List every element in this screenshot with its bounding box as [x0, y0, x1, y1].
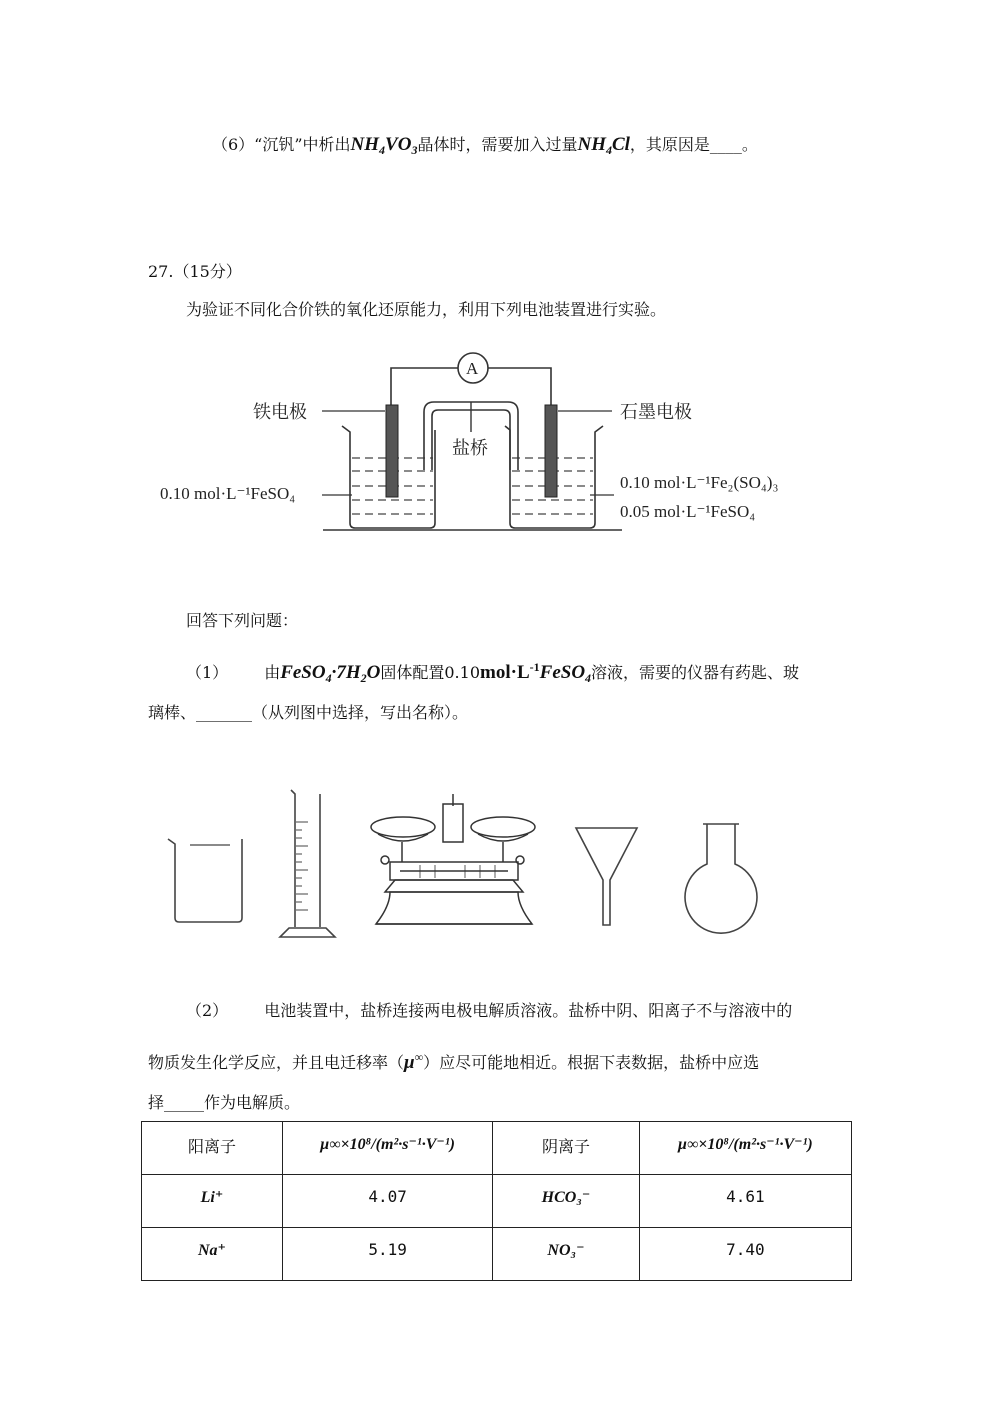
sub2-line3: 择_____作为电解质。: [148, 1093, 301, 1112]
unit-mol-per-l: $mol\cdot L^{-1}$: [480, 660, 540, 683]
right-solution-label-2: 0.05 mol·L⁻¹FeSO₄: [620, 502, 756, 521]
graduated-cylinder-icon: [280, 790, 335, 937]
q6-middle: 晶体时，需要加入过量: [417, 135, 578, 154]
answer-prompt: 回答下列问题：: [186, 611, 299, 630]
anion-value-cell: 7.40: [639, 1228, 851, 1281]
header-anion: 阴离子: [493, 1122, 639, 1175]
cation-cell: Li⁺: [142, 1175, 283, 1228]
apparatus-row: [0, 782, 993, 942]
cation-value-cell: 5.19: [282, 1228, 492, 1281]
cation-cell: Na⁺: [142, 1228, 283, 1281]
table-header-row: [142, 1122, 852, 1175]
round-flask-icon: [685, 824, 757, 933]
anion-cell: NO₃⁻: [493, 1228, 639, 1281]
sub1-line1: （1） 由$FeSO_4\cdot 7H_2O$固体配置$0.10mol\cdot L^{-1}FeSO_4$溶液，需要的仪器有药匙、玻: [186, 660, 800, 685]
sub1-number: （1）: [186, 663, 229, 682]
q27-number: 27.（15分）: [148, 262, 242, 281]
formula-nh4cl: $NH_4Cl$: [577, 134, 630, 157]
sub2-line2: 物质发生化学反应，并且电迁移率（μ∞）应尽可能地相近。根据下表数据，盐桥中应选: [148, 1050, 760, 1073]
q6-line: [212, 135, 758, 160]
formula-feso4: FeSO$_4$: [539, 662, 592, 685]
mu-symbol: μ∞: [404, 1050, 424, 1073]
funnel-icon: [576, 828, 637, 925]
sub2-line1: （2） 电池装置中，盐桥连接两电极电解质溶液。盐桥中阴、阳离子不与溶液中的: [186, 1001, 793, 1020]
balance-icon: [371, 794, 535, 924]
anion-value-cell: 4.61: [639, 1175, 851, 1228]
salt-bridge-label: 盐桥: [452, 438, 488, 459]
graphite-electrode: [545, 405, 557, 497]
q6-prefix: （6）“沉钒”中析出: [212, 135, 351, 154]
cation-value-cell: 4.07: [282, 1175, 492, 1228]
mobility-table: [141, 1121, 852, 1281]
cell-diagram: [0, 340, 993, 540]
beaker-icon: [168, 839, 242, 922]
sub2-number: （2）: [186, 1001, 229, 1020]
header-cation-unit: μ∞×10⁸/(m²·s⁻¹·V⁻¹): [282, 1122, 492, 1175]
header-cation: 阳离子: [142, 1122, 283, 1175]
right-solution-label-1: 0.10 mol·L⁻¹Fe₂(SO₄)₃: [620, 473, 779, 492]
right-electrode-label: 石墨电极: [620, 402, 692, 423]
ammeter-label: A: [466, 359, 479, 378]
q27-intro: 为验证不同化合价铁的氧化还原能力，利用下列电池装置进行实验。: [186, 300, 667, 319]
formula-nh4vo3: $NH_4VO_3$: [350, 134, 418, 157]
header-anion-unit: μ∞×10⁸/(m²·s⁻¹·V⁻¹): [639, 1122, 851, 1175]
left-electrode-label: 铁电极: [253, 402, 307, 423]
formula-feso4-7h2o: $FeSO_4\cdot 7H_2O$: [280, 662, 381, 685]
sub1-line2: 璃棒、_______（从列图中选择，写出名称）。: [148, 703, 469, 722]
anion-cell: HCO₃⁻: [493, 1175, 639, 1228]
q6-suffix: ，其原因是____。: [629, 135, 758, 154]
table-row: [142, 1175, 852, 1228]
table-row: [142, 1228, 852, 1281]
left-solution-label: 0.10 mol·L⁻¹FeSO₄: [160, 484, 296, 503]
iron-electrode: [386, 405, 398, 497]
